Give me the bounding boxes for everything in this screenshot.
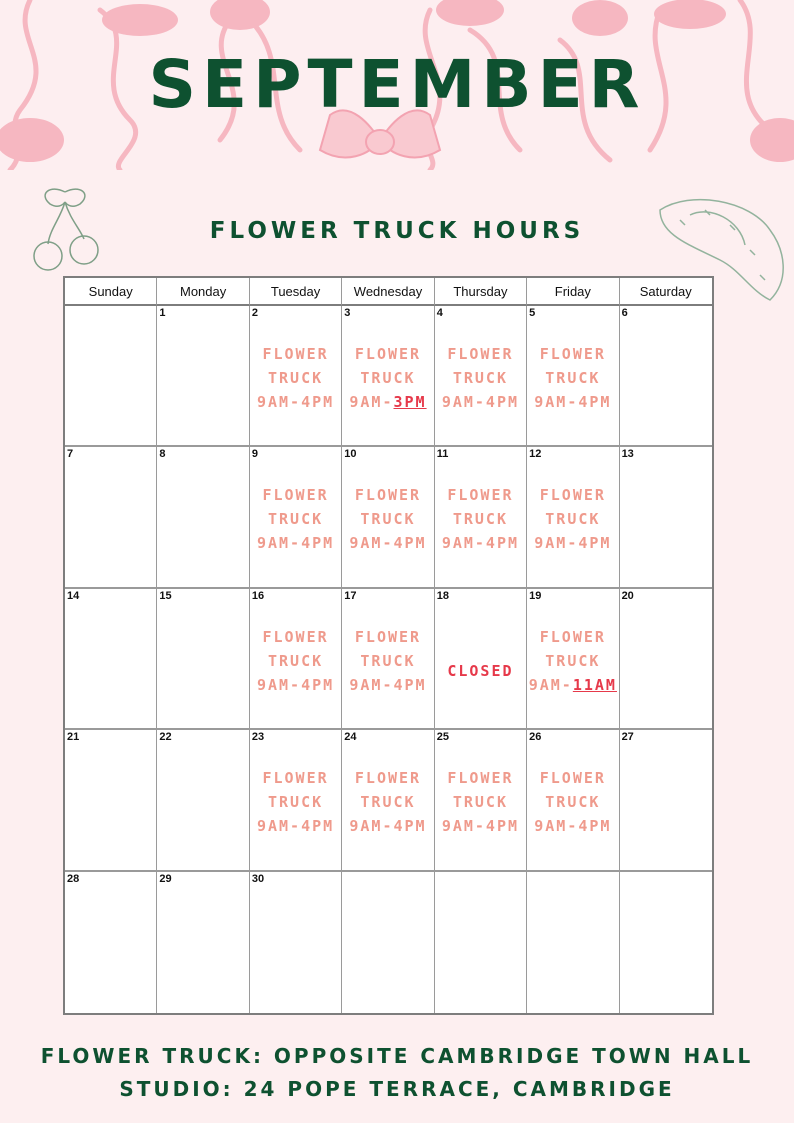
day-number: 1 (159, 307, 166, 319)
event-line: FLOWER (539, 627, 606, 646)
closed-label: CLOSED (447, 661, 514, 680)
event-line: FLOWER (262, 486, 329, 505)
day-number: 22 (159, 731, 172, 744)
event-hours: 9AM-4PM (441, 534, 520, 553)
flower-truck-event (250, 342, 341, 414)
day-number: 30 (251, 872, 265, 885)
event-line: TRUCK (452, 793, 508, 812)
calendar-day-cell (435, 306, 527, 447)
calendar-day-cell (65, 872, 157, 1013)
event-hours: 9AM-4PM (534, 393, 612, 411)
calendar-day-cell (342, 872, 434, 1013)
event-hours (527, 673, 618, 697)
calendar-day-cell (435, 447, 527, 588)
calendar-day-cell (435, 730, 527, 871)
calendar-day-cell (342, 730, 434, 871)
day-number: 17 (344, 589, 357, 602)
calendar-grid (63, 276, 714, 1015)
event-line: FLOWER (354, 769, 422, 788)
day-number: 9 (251, 448, 258, 461)
event-hours: 9AM-4PM (256, 534, 335, 553)
calendar-day-cell (342, 447, 434, 588)
event-line: FLOWER (447, 769, 514, 788)
event-line: TRUCK (545, 793, 601, 812)
calendar-day-cell (527, 306, 619, 447)
event-line: FLOWER (539, 345, 606, 363)
flower-truck-event (527, 625, 618, 697)
weekday-header: Friday (527, 278, 619, 306)
footer-studio-address: STUDIO: 24 POPE TERRACE, CAMBRIDGE (119, 1077, 675, 1101)
day-number: 26 (529, 731, 542, 744)
event-line: TRUCK (545, 369, 601, 387)
calendar-day-cell (250, 447, 342, 588)
event-hours: 9AM-4PM (256, 817, 335, 836)
flower-truck-event (527, 483, 618, 555)
event-line: TRUCK (267, 793, 324, 812)
day-number: 4 (436, 307, 443, 319)
event-hours: 9AM-4PM (349, 675, 427, 694)
calendar-day-cell (157, 730, 249, 871)
event-line: TRUCK (267, 369, 324, 387)
calendar-day-cell (527, 730, 619, 871)
day-number: 28 (67, 872, 80, 885)
day-number: 11 (436, 448, 449, 461)
day-number: 5 (529, 307, 536, 319)
footer-truck-location: FLOWER TRUCK: OPPOSITE CAMBRIDGE TOWN HALL (40, 1044, 754, 1068)
day-number: 16 (251, 589, 265, 602)
day-number: 15 (159, 589, 172, 602)
flower-truck-event (527, 342, 618, 414)
calendar-day-cell (65, 306, 157, 447)
flower-truck-event (250, 483, 341, 555)
flower-truck-event (342, 483, 433, 555)
calendar-day-cell (65, 730, 157, 871)
subtitle: FLOWER TRUCK HOURS (209, 218, 585, 244)
day-number: 12 (529, 448, 542, 461)
day-number: 29 (159, 872, 172, 885)
event-line: TRUCK (360, 651, 416, 670)
calendar-day-cell (157, 306, 249, 447)
weekday-header: Sunday (65, 278, 157, 306)
weekday-header: Wednesday (342, 278, 434, 306)
event-line: TRUCK (360, 793, 416, 812)
flower-truck-event (435, 483, 526, 555)
flower-truck-event (250, 625, 341, 697)
event-line: TRUCK (545, 510, 601, 529)
event-hours-changed: 3PM (393, 393, 427, 411)
event-hours: 9AM-4PM (534, 817, 612, 836)
calendar-day-cell (620, 589, 712, 730)
day-number: 27 (621, 731, 634, 744)
event-line: TRUCK (360, 510, 416, 529)
event-line: FLOWER (354, 486, 422, 505)
calendar-day-cell (157, 589, 249, 730)
weekday-header: Thursday (435, 278, 527, 306)
event-line: FLOWER (262, 769, 329, 788)
day-number: 23 (251, 731, 265, 744)
calendar-day-cell (157, 447, 249, 588)
day-number: 20 (621, 589, 634, 602)
event-hours-start: 9AM- (349, 393, 394, 411)
calendar-day-cell (342, 306, 434, 447)
event-hours: 9AM-4PM (441, 817, 520, 836)
calendar-day-cell (65, 589, 157, 730)
event-line: FLOWER (539, 769, 606, 788)
day-number: 13 (621, 448, 634, 461)
weekday-header: Saturday (620, 278, 712, 306)
event-line: FLOWER (539, 486, 606, 505)
calendar-day-cell (250, 589, 342, 730)
event-hours-changed: 11AM (572, 675, 617, 694)
event-hours: 9AM-4PM (349, 534, 427, 553)
calendar-day-cell (250, 872, 342, 1013)
day-number: 21 (67, 731, 80, 744)
day-number: 19 (529, 589, 542, 602)
event-hours: 9AM-4PM (256, 393, 335, 411)
event-line: FLOWER (447, 486, 514, 505)
event-line: TRUCK (452, 510, 508, 529)
flower-truck-event (342, 625, 433, 697)
event-line: TRUCK (360, 369, 416, 387)
event-line: TRUCK (545, 651, 601, 670)
flower-truck-event (342, 342, 433, 414)
event-line: FLOWER (354, 345, 422, 363)
flower-truck-event (250, 766, 341, 838)
footer (0, 1040, 794, 1106)
event-line: TRUCK (267, 651, 324, 670)
calendar-day-cell (620, 730, 712, 871)
day-number: 2 (251, 307, 258, 319)
event-line: TRUCK (267, 510, 324, 529)
calendar-day-cell (250, 730, 342, 871)
day-number: 14 (67, 589, 80, 602)
calendar-day-cell (620, 306, 712, 447)
event-line: FLOWER (262, 345, 329, 363)
flower-truck-event (527, 766, 618, 838)
day-number: 18 (436, 589, 449, 602)
calendar-day-cell (527, 589, 619, 730)
event-hours: 9AM-4PM (349, 817, 427, 836)
flower-truck-event (435, 342, 526, 414)
day-number: 24 (344, 731, 357, 744)
page-title: SEPTEMBER (148, 46, 646, 123)
flower-truck-event (342, 766, 433, 838)
day-number: 25 (436, 731, 449, 744)
calendar-day-cell (65, 447, 157, 588)
event-line: FLOWER (354, 627, 422, 646)
day-number: 8 (159, 448, 166, 461)
event-hours (342, 390, 433, 414)
flower-truck-event (435, 766, 526, 838)
day-number: 7 (67, 448, 74, 461)
calendar-day-cell (620, 447, 712, 588)
calendar-day-cell (435, 872, 527, 1013)
calendar-day-cell (250, 306, 342, 447)
day-number: 3 (344, 307, 351, 319)
calendar-day-cell (527, 872, 619, 1013)
event-hours: 9AM-4PM (256, 675, 335, 694)
calendar-day-cell (157, 872, 249, 1013)
event-line: TRUCK (452, 369, 508, 387)
event-hours: 9AM-4PM (534, 534, 612, 553)
event-line: FLOWER (262, 627, 329, 646)
weekday-header: Tuesday (250, 278, 342, 306)
event-hours: 9AM-4PM (441, 393, 520, 411)
day-number: 10 (344, 448, 357, 461)
calendar-day-cell (620, 872, 712, 1013)
event-hours-start: 9AM- (528, 675, 573, 694)
day-number: 6 (621, 307, 628, 319)
weekday-header: Monday (157, 278, 249, 306)
calendar-day-cell (342, 589, 434, 730)
calendar-day-cell (435, 589, 527, 730)
calendar-day-cell (527, 447, 619, 588)
event-line: FLOWER (447, 345, 514, 363)
